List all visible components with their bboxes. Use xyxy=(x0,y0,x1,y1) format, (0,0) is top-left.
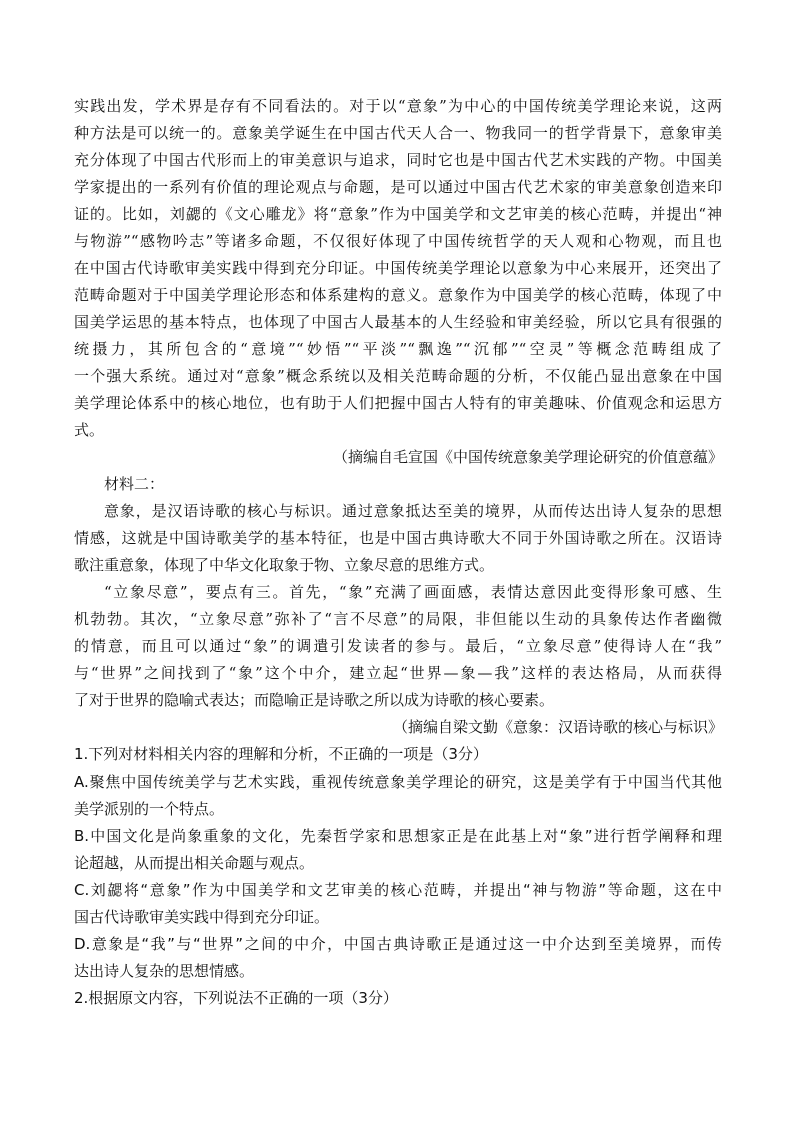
option-line: 达出诗人复杂的思想情感。 xyxy=(74,962,255,980)
text-line: 一个强大系统。通过对“意象”概念系统以及相关范畴命题的分析，不仅能凸显出意象在中国 xyxy=(74,367,722,385)
source-citation: （摘编自毛宣国《中国传统意象美学理论研究的价值意蕴》 xyxy=(332,448,723,466)
text-line: 国美学运思的基本特点，也体现了中国古人最基本的人生经验和审美经验，所以它具有很强的 xyxy=(74,313,722,331)
text-line: “立象尽意”，要点有三。首先，“象”充满了画面感，表情达意因此变得形象可感、生 xyxy=(104,583,722,601)
question-2: 2.根据原文内容，下列说法不正确的一项（3分） xyxy=(74,989,398,1007)
text-line: 了对于世界的隐喻式表达；而隐喻正是诗歌之所以成为诗歌的核心要素。 xyxy=(74,691,555,709)
text-line: 学家提出的一系列有价值的理论观点与命题，是可以通过中国古代艺术家的审美意象创造来印 xyxy=(74,178,722,196)
option-line: A.聚焦中国传统美学与艺术实践，重视传统意象美学理论的研究，这是美学有于中国当代其他 xyxy=(74,773,722,791)
text-line: 充分体现了中国古代形而上的审美意识与追求，同时它也是中国古代艺术实践的产物。中国美 xyxy=(74,151,722,169)
option-line: B.中国文化是尚象重象的文化，先秦哲学家和思想家正是在此基上对“象”进行哲学阐释和理 xyxy=(74,827,722,845)
text-line: 机勃勃。其次，“立象尽意”弥补了“言不尽意”的局限，非但能以生动的具象传达作者幽微 xyxy=(74,610,722,628)
option-line: 美学派别的一个特点。 xyxy=(74,800,225,818)
text-line: 歌注重意象，体现了中华文化取象于物、立象尽意的思维方式。 xyxy=(74,556,495,574)
option-line: 论超越，从而提出相关命题与观点。 xyxy=(74,854,315,872)
question-1: 1.下列对材料相关内容的理解和分析，不正确的一项是（3分） xyxy=(74,745,488,763)
text-line: 美学理论体系中的核心地位，也有助于人们把握中国古人特有的审美趣味、价值观念和运思方 xyxy=(74,394,722,412)
text-line: 的情意，而且可以通过“象”的调遣引发读者的参与。最后，“立象尽意”使得诗人在“我” xyxy=(74,637,722,655)
option-line: C.刘勰将“意象”作为中国美学和文艺审美的核心范畴，并提出“神与物游”等命题，这在中 xyxy=(74,881,722,899)
text-line: 在中国古代诗歌审美实践中得到充分印证。中国传统美学理论以意象为中心来展开，还突出了 xyxy=(74,259,722,277)
option-line: D.意象是“我”与“世界”之间的中介，中国古典诗歌正是通过这一中介达到至美境界，而传 xyxy=(74,935,722,953)
text-line: 证的。比如，刘勰的《文心雕龙》将“意象”作为中国美学和文艺审美的核心范畴，并提出“神 xyxy=(74,205,722,223)
text-line: 统摄力，其所包含的“意境”“妙悟”“平淡”“飘逸”“沉郁”“空灵”等概念范畴组成了 xyxy=(74,340,722,358)
text-line: 意象，是汉语诗歌的核心与标识。通过意象抵达至美的境界，从而传达出诗人复杂的思想 xyxy=(104,502,722,520)
text-line: 式。 xyxy=(74,421,105,439)
text-line: 范畴命题对于中国美学理论形态和体系建构的意义。意象作为中国美学的核心范畴，体现了中 xyxy=(74,286,722,304)
text-line: 种方法是可以统一的。意象美学诞生在中国古代天人合一、物我同一的哲学背景下，意象审美 xyxy=(74,124,722,142)
option-line: 国古代诗歌审美实践中得到充分印证。 xyxy=(74,908,330,926)
text-line: 实践出发，学术界是存有不同看法的。对于以“意象”为中心的中国传统美学理论来说，这两 xyxy=(74,97,722,115)
material2-label: 材料二： xyxy=(104,475,165,493)
text-line: 与物游”“感物吟志”等诸多命题，不仅很好体现了中国传统哲学的天人观和心物观，而且也 xyxy=(74,232,722,250)
text-line: 与“世界”之间找到了“象”这个中介，建立起“世界—象—我”这样的表达格局，从而获得 xyxy=(74,664,722,682)
text-line: 情感，这就是中国诗歌美学的基本特征，也是中国古典诗歌大不同于外国诗歌之所在。汉语诗 xyxy=(74,529,722,547)
source-citation: （摘编自梁文勤《意象：汉语诗歌的核心与标识》 xyxy=(392,718,723,736)
